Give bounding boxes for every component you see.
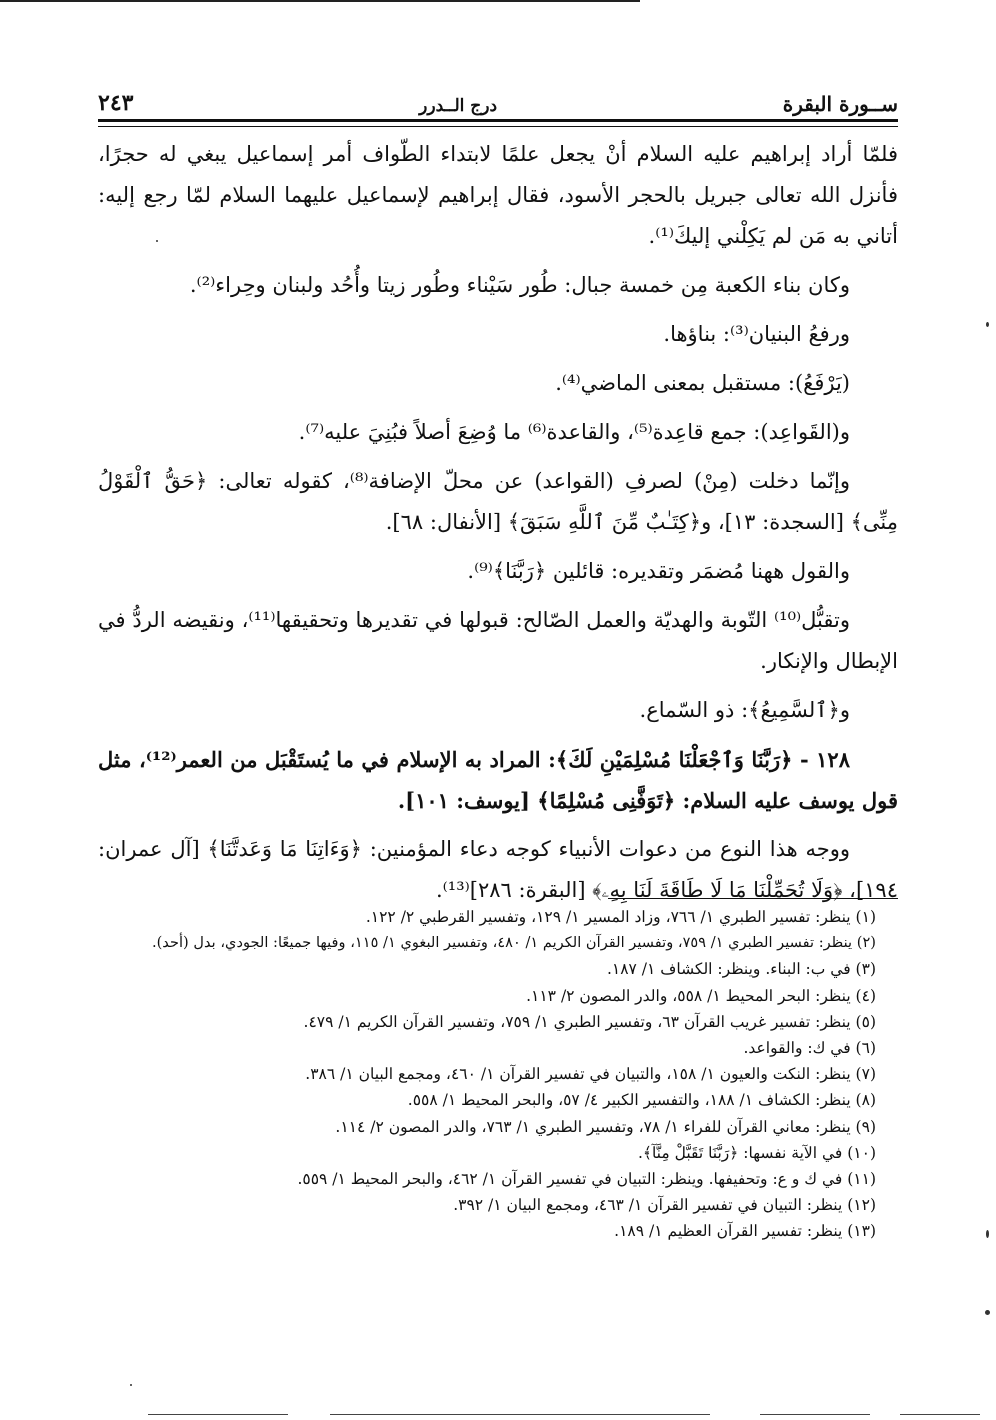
footnote: (١) ينظر: تفسير الطبري ١/ ٧٦٦، وزاد المسير ١/ ١٢٩، وتفسير القرطبي ٢/ ١٢٢. (365, 908, 876, 926)
page-number: ٢٤٣ (98, 90, 134, 116)
scan-speck (156, 240, 158, 242)
paragraph: فلمّا أراد إبراهيم عليه السلام أنْ يجعل علمًا لابتداء الطّواف أمر إسماعيل يبغي له حجرًا، فأنزل الله تعالى جبريل بالحجر الأسود، فقال إبراهيم لإسماعيل عليهما السلام لمّا رجع إليه: أتاني به مَن لم يَكِلْني إليكَ⁽¹⁾. (98, 142, 898, 248)
paragraph: و(القَواعِد): جمع قاعِدة⁽⁵⁾، والقاعدة⁽⁶⁾ ما وُضِعَ أصلاً فبُنِيَ عليه⁽⁷⁾. (298, 420, 850, 444)
paragraph: (يَرْفَعُ): مستقبل بمعنى الماضي⁽⁴⁾. (555, 371, 850, 395)
footnote: (٢) ينظر: تفسير الطبري ١/ ٧٥٩، وتفسير القرآن الكريم ١/ ٤٨٠، وتفسير البغوي ١/ ١١٥، وفيها جميعًا: الجودي، بدل (أحد). (151, 934, 876, 952)
footnote: (٥) ينظر: تفسير غريب القرآن ٦٣، وتفسير الطبري ١/ ٧٥٩، وتفسير القرآن الكريم ١/ ٤٧٩. (303, 1012, 876, 1031)
footnotes (98, 904, 876, 1245)
footnote: (٧) ينظر: النكت والعيون ١/ ١٥٨، والتبيان في تفسير القرآن ١/ ٤٦٠، ومجمع البيان ١/ ٣٨٦. (305, 1065, 876, 1084)
paragraph: وكان بناء الكعبة مِن خمسة جبال: طُور سَيْناء وطُور زيتا وأُحُد ولبنان وحِراء⁽²⁾. (189, 273, 850, 297)
paragraph: وإنّما دخلت (مِنْ) لصرفِ (القواعد) عن محلّ الإضافة⁽⁸⁾، كقوله تعالى: ﴿حَقُّ ٱلْقَوْلُ مِنِّى﴾ [السجدة: ١٣]، و﴿كِتَـٰبٌ مِّنَ ٱللَّهِ سَبَقَ﴾ [الأنفال: ٦٨]. (98, 469, 898, 534)
scan-speck (986, 322, 989, 327)
scan-speck (130, 1384, 132, 1386)
footnote: (٤) ينظر: البحر المحيط ١/ ٥٥٨، والدر المصون ٢/ ١١٣. (526, 986, 876, 1005)
book-title: درج الــدرر (419, 96, 498, 116)
footnote: (١٣) ينظر: تفسير القرآن العظيم ١/ ١٨٩. (614, 1222, 876, 1241)
footnote: (٣) في ب: البناء. وينظر: الكشاف ١/ ١٨٧. (606, 960, 876, 979)
surah-title: ســورة البقرة (782, 92, 898, 116)
scan-speck (986, 1230, 989, 1238)
footnote: (٨) ينظر: الكشاف ١/ ١٨٨، والتفسير الكبير ٤/ ٥٧، والبحر المحيط ١/ ٥٥٨. (407, 1091, 876, 1110)
paragraph: ورفعُ البنيان⁽³⁾: بناؤها. (663, 322, 850, 346)
footnote: (٦) في ك: والقواعد. (743, 1039, 876, 1058)
scan-bottom-line (330, 1414, 710, 1415)
footnote: (٩) ينظر: معاني القرآن للفراء ١/ ٧٨، وتفسير الطبري ١/ ٧٦٣، والدر المصون ٢/ ١١٤. (335, 1117, 876, 1136)
footnote: (١٢) ينظر: التبيان في تفسير القرآن ١/ ٤٦٣، ومجمع البيان ١/ ٣٩٢. (453, 1196, 876, 1215)
paragraph: ووجه هذا النوع من دعوات الأنبياء كوجه دعاء المؤمنين: ﴿وَءَاتِنَا مَا وَعَدتَّنَا﴾ [آل عمران: ١٩٤]، ﴿وَلَا تُحَمِّلْنَا مَا لَا طَاقَةَ لَنَا بِهِۦ﴾ [البقرة: ٢٨٦]⁽¹³⁾. (98, 837, 898, 902)
scan-bottom-line (900, 1414, 980, 1415)
paragraph: وتقبُّل⁽¹⁰⁾ التّوبة والهديّة والعمل الصّالح: قبولها في تقديرها وتحقيقها⁽¹¹⁾، ونقيضه الردُّ في الإبطال والإنكار. (98, 608, 898, 673)
footnote-separator (608, 898, 898, 899)
header-rule (98, 119, 898, 127)
main-text (98, 134, 898, 919)
paragraph-verse-128: ١٢٨ - ﴿رَبَّنَا وَٱجْعَلْنَا مُسْلِمَيْنِ لَكَ﴾: المراد به الإسلام في ما يُستَقْبَل من العمر⁽¹²⁾، مثل قول يوسف عليه السلام: ﴿تَوَفَّنِى مُسْلِمًا﴾ [يوسف: ١٠١]. (98, 747, 898, 813)
scan-edge-line (0, 0, 640, 2)
scan-bottom-line (148, 1414, 288, 1415)
page-header (98, 88, 898, 116)
footnote: (١٠) في الآية نفسها: ﴿رَبَّنَا تَقَبَّلْ مِنَّآ﴾. (637, 1143, 876, 1162)
paragraph: و﴿ٱلسَّمِيعُ﴾: ذو السّماع. (639, 698, 850, 722)
paragraph: والقول ههنا مُضمَر وتقديره: قائلين ﴿رَبَّنَا﴾⁽⁹⁾. (467, 559, 850, 583)
scan-speck (985, 1310, 990, 1315)
footnote: (١١) في ك و ع: وتحفيفها. وينظر: التبيان في تفسير القرآن ١/ ٤٦٢، والبحر المحيط ١/ ٥٥٩. (297, 1170, 876, 1189)
scan-bottom-line (760, 1414, 870, 1415)
